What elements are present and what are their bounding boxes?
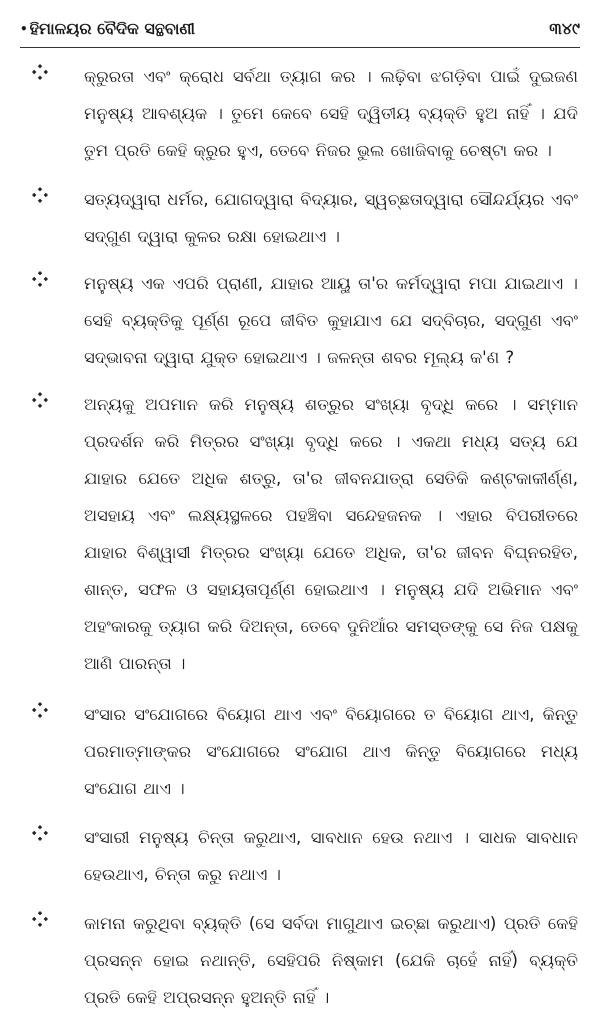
running-title: ହିମାଳୟର ବୈଦିକ ସନ୍ଥବାଣୀ xyxy=(29,19,196,38)
paragraph-text: ମନୁଷ୍ୟ ଏକ ଏପରି ପ୍ରାଣୀ, ଯାହାର ଆୟୁ ତା'ର କର୍ମଦ୍ୱାରା ମପା ଯାଇଥାଏ । ସେହି ବ୍ୟକ୍ତିକୁ ପୂର୍ଣ୍ଣ ରୂପେ ଜୀବିତ କୁହାଯାଏ ଯେ ସଦ୍‌ବିଚାର, ସଦ୍‌ଗୁଣ ଏବଂ ସଦ୍‌ଭାବନା ଦ୍ୱାରା ଯୁକ୍ତ ହୋଇଥାଏ । ଜଳନ୍ତା ଶବର ମୂଲ୍ୟ କ'ଣ ? xyxy=(84,274,578,367)
diamond-bullet-icon xyxy=(26,696,84,718)
paragraph-text: ସଂସାରୀ ମନୁଷ୍ୟ ଚିନ୍ତା କରୁଥାଏ, ସାବଧାନ ହେଉ ନଥାଏ । ସାଧକ ସାବଧାନ ହେଉଥାଏ, ଚିନ୍ତା କରୁ ନଥାଏ । xyxy=(84,828,578,884)
diamond-bullet-icon xyxy=(26,819,84,841)
header-dot-icon: • xyxy=(20,22,28,36)
page-body xyxy=(26,58,578,1016)
list-item xyxy=(26,386,578,682)
list-item xyxy=(26,905,578,1016)
diamond-bullet-icon xyxy=(26,58,84,80)
list-item xyxy=(26,58,578,169)
paragraph-text: ଅନ୍ୟକୁ ଅପମାନ କରି ମନୁଷ୍ୟ ଶତ୍ରୁର ସଂଖ୍ୟା ବୃଦ୍ଧି କରେ । ସମ୍ମାନ ପ୍ରଦର୍ଶନ କରି ମିତ୍ରର ସଂଖ୍ୟା ବୃଦ୍ଧି କରେ । ଏକଥା ମଧ୍ୟ ସତ୍ୟ ଯେ ଯାହାର ଯେତେ ଅଧିକ ଶତ୍ରୁ, ତା'ର ଜୀବନଯାତ୍ରା ସେତିକି କଣ୍ଟକାକୀର୍ଣ୍ଣ, ଅସହାୟ ଏବଂ ଲକ୍ଷ୍ୟସ୍ଥଳରେ ପହଞ୍ଚିବା ସନ୍ଦେହଜନକ । ଏହାର ବିପରୀତରେ ଯାହାର ବିଶ୍ୱାସୀ ମିତ୍ରର ସଂଖ୍ୟା ଯେତେ ଅଧିକ, ତା'ର ଜୀବନ ବିଘ୍ନରହିତ, ଶାନ୍ତ, ସଫଳ ଓ ସହାୟତାପୂର୍ଣ୍ଣ ହୋଇଥାଏ । ମନୁଷ୍ୟ ଯଦି ଅଭିମାନ ଏବଂ ଅହଂକାରକୁ ତ୍ୟାଗ କରି ଦିଅନ୍ତା, ତେବେ ଦୁନିଆଁର ସମସ୍ତଙ୍କୁ ସେ ନିଜ ପକ୍ଷକୁ ଆଣି ପାରନ୍ତା । xyxy=(84,395,578,673)
paragraph-text: କାମନା କରୁଥିବା ବ୍ୟକ୍ତି (ସେ ସର୍ବଦା ମାଗୁଥାଏ ଇଚ୍ଛା କରୁଥାଏ) ପ୍ରତି କେହି ପ୍ରସନ୍ନ ହୋଇ ନଥାନ୍ତି, ସେହିପରି ନିଷ୍କାମ (ଯେକି ଚାହେଁ ନାହିଁ) ବ୍ୟକ୍ତି ପ୍ରତି କେହି ଅପ୍ରସନ୍ନ ହୁଅନ୍ତି ନାହିଁ । xyxy=(84,914,578,1007)
list-item xyxy=(26,265,578,376)
list-item xyxy=(26,819,578,893)
paragraph-text: ସଂସାର ସଂଯୋଗରେ ବିୟୋଗ ଥାଏ ଏବଂ ବିୟୋଗରେ ତ ବିୟୋଗ ଥାଏ, କିନ୍ତୁ ପରମାତ୍ମାଙ୍କର ସଂଯୋଗରେ ସଂଯୋଗ ଥାଏ କିନ୍ତୁ ବିୟୋଗରେ ମଧ୍ୟ ସଂଯୋଗ ଥାଏ । xyxy=(84,705,578,798)
running-title-group xyxy=(20,19,195,39)
paragraph-text: ସତ୍ୟଦ୍ୱାରା ଧର୍ମର, ଯୋଗଦ୍ୱାରା ବିଦ୍ୟାର, ସ୍ୱଚ୍ଛତାଦ୍ୱାରା ସୌନ୍ଦର୍ଯ୍ୟର ଏବଂ ସଦ୍‌ଗୁଣ ଦ୍ୱାରା କୁଳର ରକ୍ଷା ହୋଇଥାଏ । xyxy=(84,190,578,246)
diamond-bullet-icon xyxy=(26,265,84,287)
page-header xyxy=(20,14,580,44)
page-number: ୩୪୯ xyxy=(549,19,580,38)
diamond-bullet-icon xyxy=(26,181,84,203)
diamond-bullet-icon xyxy=(26,905,84,927)
header-divider xyxy=(20,47,580,48)
list-item xyxy=(26,181,578,255)
paragraph-text: କ୍ରୁରତା ଏବଂ କ୍ରୋଧ ସର୍ବଥା ତ୍ୟାଗ କର । ଲଢ଼ିବା ଝଗଡ଼ିବା ପାଇଁ ଦୁଇଜଣ ମନୁଷ୍ୟ ଆବଶ୍ୟକ । ତୁମେ କେବେ ସେହି ଦ୍ୱିତୀୟ ବ୍ୟକ୍ତି ହୁଅ ନାହିଁ । ଯଦି ତୁମ ପ୍ରତି କେହି କ୍ରୁର ହୁଏ, ତେବେ ନିଜର ଭୁଲ ଖୋଜିବାକୁ ଚେଷ୍ଟା କର । xyxy=(84,67,578,160)
list-item xyxy=(26,696,578,807)
diamond-bullet-icon xyxy=(26,386,84,408)
